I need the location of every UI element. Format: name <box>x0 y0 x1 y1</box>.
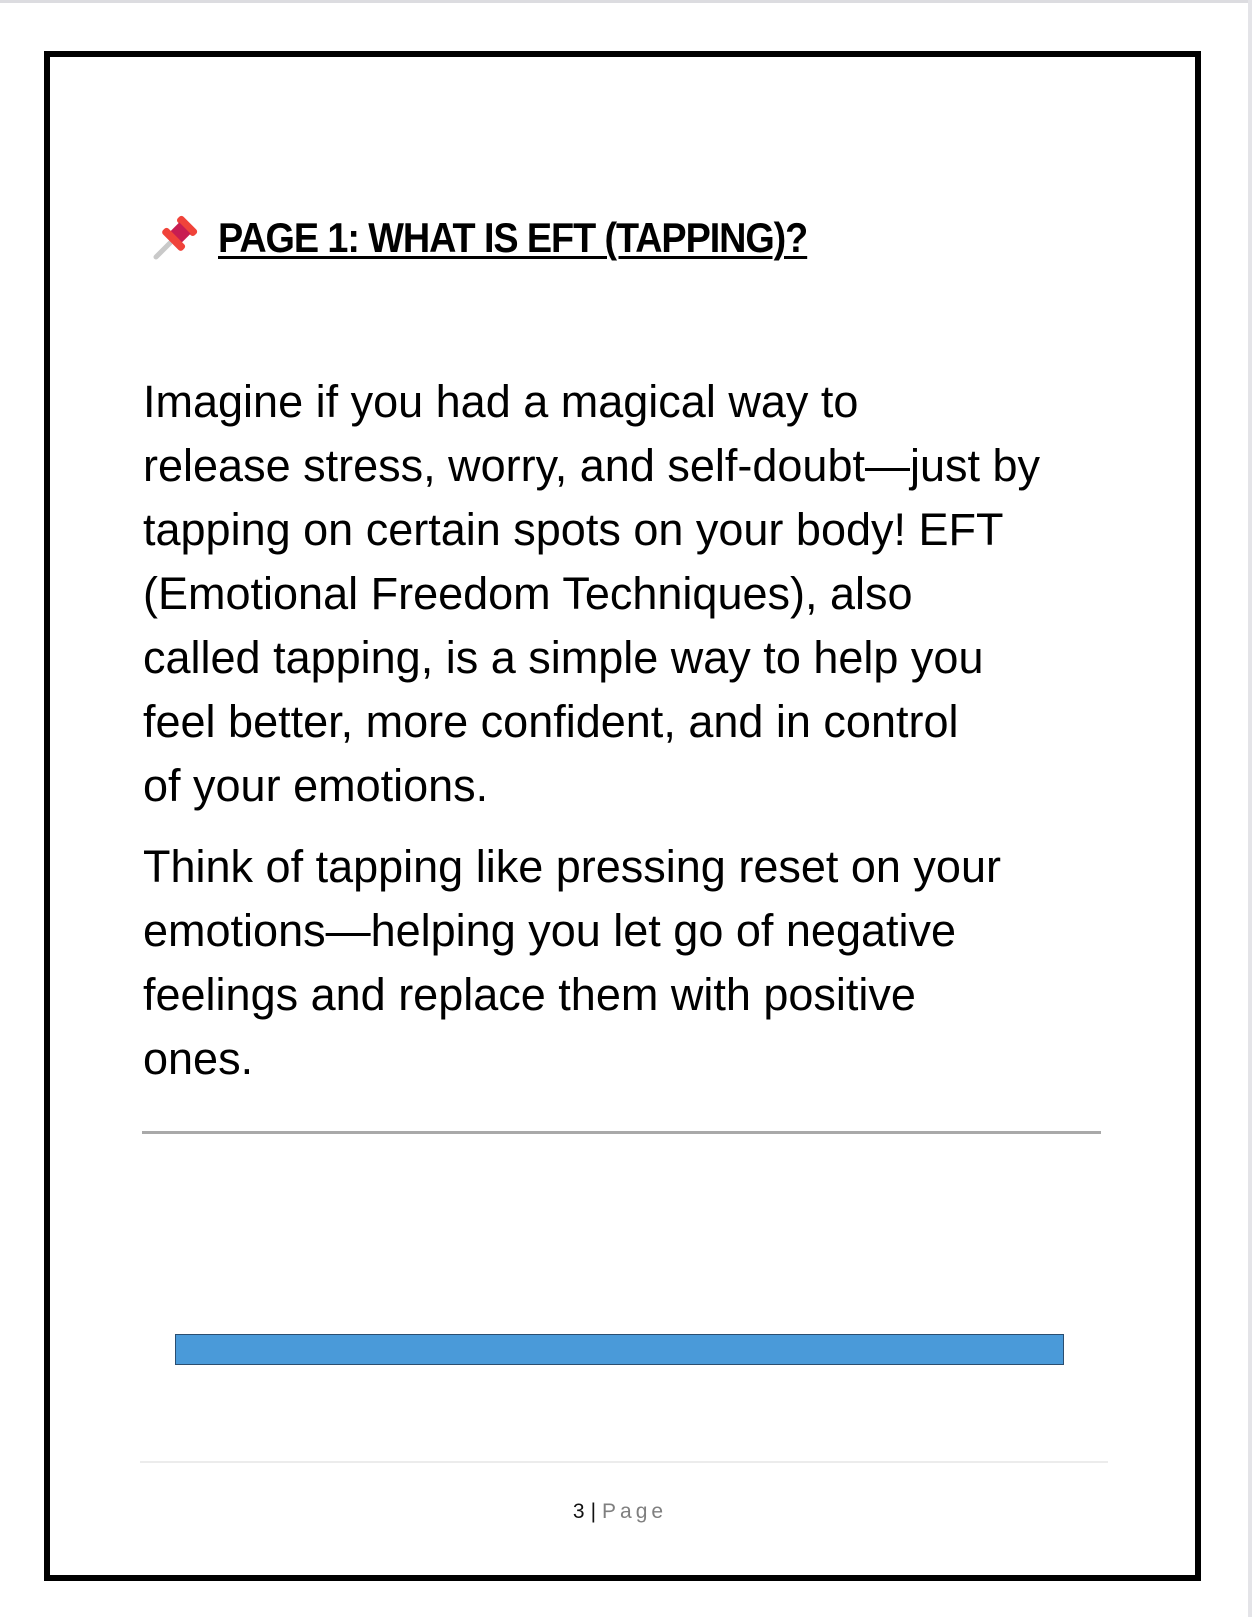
paragraph-line: ones. <box>143 1033 254 1084</box>
paragraph-line: Think of tapping like pressing reset on your <box>143 841 1001 892</box>
analogy-paragraph <box>143 835 1001 1091</box>
paragraph-line: of your emotions. <box>143 760 489 811</box>
intro-paragraph <box>143 370 1040 818</box>
page-number: 3 <box>572 1500 585 1523</box>
scrollbar-track[interactable] <box>1248 0 1252 1617</box>
paragraph-line: Imagine if you had a magical way to <box>143 376 859 427</box>
horizontal-rule <box>142 1131 1101 1134</box>
section-heading <box>150 208 873 268</box>
paragraph-line: emotions—helping you let go of negative <box>143 905 957 956</box>
window-top-edge <box>0 0 1252 3</box>
page-label: Page <box>602 1500 668 1523</box>
page-footer <box>0 1500 1240 1524</box>
paragraph-line: release stress, worry, and self-doubt—just by <box>143 440 1041 491</box>
footer-divider <box>140 1461 1108 1463</box>
blue-banner-bar <box>175 1334 1064 1365</box>
paragraph-line: tapping on certain spots on your body! EFT <box>143 504 1004 555</box>
page-title: PAGE 1: WHAT IS EFT (TAPPING)? <box>218 214 808 261</box>
paragraph-line: feelings and replace them with positive <box>143 969 916 1020</box>
footer-separator: | <box>590 1500 597 1523</box>
paragraph-line: called tapping, is a simple way to help you <box>143 632 984 683</box>
paragraph-line: feel better, more confident, and in control <box>143 696 959 747</box>
pushpin-icon <box>150 213 200 263</box>
paragraph-line: (Emotional Freedom Techniques), also <box>143 568 913 619</box>
